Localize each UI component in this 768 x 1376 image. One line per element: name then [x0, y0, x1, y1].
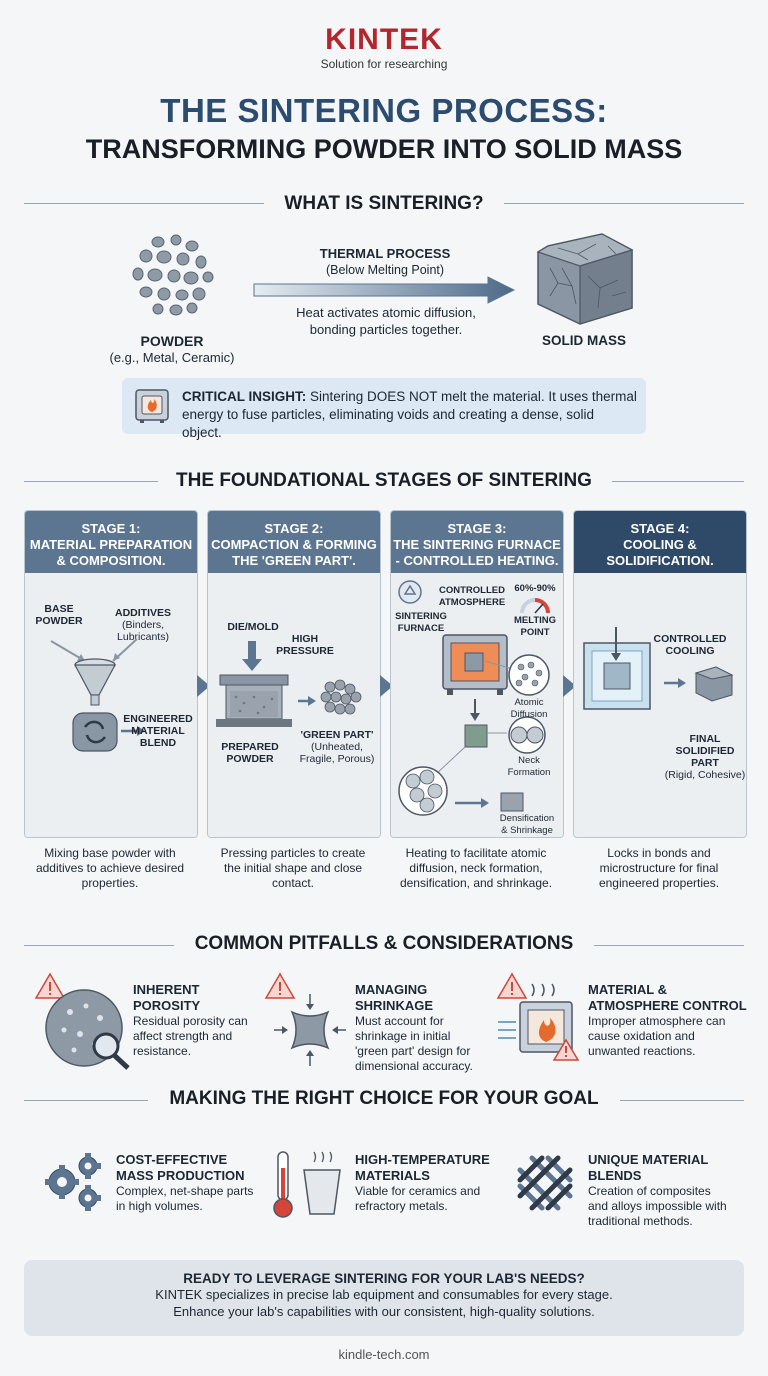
stage-1-title: STAGE 1: MATERIAL PREPARATION & COMPOSITION. [25, 511, 197, 573]
base-powder-label: BASE POWDER [35, 603, 83, 627]
stage-2-description: Pressing particles to create the initial shape and close contact. [220, 846, 366, 890]
sintering-furnace-label: SINTERING FURNACE [395, 611, 447, 634]
powder-label: POWDER [140, 333, 204, 349]
porosity-icon [34, 972, 134, 1072]
stage-2-title: STAGE 2: COMPACTION & FORMING THE 'GREEN PART'. [208, 511, 380, 573]
section-heading-choices: MAKING THE RIGHT CHOICE FOR YOUR GOAL [0, 1088, 768, 1110]
pitfall-atmosphere: MATERIAL & ATMOSPHERE CONTROL Improper atmosphere can cause oxidation and unwanted reactions. [588, 982, 747, 1058]
atomic-diffusion-label: Atomic Diffusion [510, 697, 548, 720]
solid-mass-label: SOLID MASS [541, 333, 626, 348]
powder-sublabel: (e.g., Metal, Ceramic) [109, 350, 235, 365]
brand-name: KINTEK [325, 23, 443, 56]
process-arrow [252, 276, 516, 304]
stage-2-card [207, 510, 381, 838]
engineered-blend-label: ENGINEERED MATERIAL BLEND [123, 713, 193, 749]
process-subtitle: (Below Melting Point) [325, 263, 445, 277]
stage-4-description: Locks in bonds and microstructure for final engineered properties. [598, 846, 720, 890]
final-part-label: FINAL SOLIDIFIED PART (Rigid, Cohesive) [664, 733, 746, 781]
material-blend-icon [512, 1150, 578, 1216]
logo [0, 24, 768, 72]
critical-insight-text: CRITICAL INSIGHT: Sintering DOES NOT melt the material. It uses thermal energy to fuse particles, eliminating voids and creating a dense, solid object. [182, 389, 637, 440]
neck-formation-label: Neck Formation [507, 755, 551, 778]
stage-3-card [390, 510, 564, 838]
page-title-line2: TRANSFORMING POWDER INTO SOLID MASS [85, 134, 683, 164]
pitfall-porosity: INHERENT POROSITY Residual porosity can affect strength and resistance. [133, 982, 248, 1058]
furnace-process-diagram [395, 625, 561, 838]
gauge-icon [519, 597, 551, 615]
gears-icon [40, 1150, 106, 1216]
controlled-atmosphere-label: CONTROLLED ATMOSPHERE [438, 585, 506, 608]
choice-high-temperature: HIGH-TEMPERATURE MATERIALS Viable for ceramics and refractory metals. [355, 1152, 490, 1213]
additives-label: ADDITIVES (Binders, Lubricants) [114, 607, 171, 643]
section-heading-stages: THE FOUNDATIONAL STAGES OF SINTERING [0, 470, 768, 492]
stage-3-title: STAGE 3: THE SINTERING FURNACE - CONTROLLED HEATING. [391, 511, 563, 573]
cta-line-1: KINTEK specializes in precise lab equipment and consumables for every stage. [155, 1287, 613, 1302]
pitfall-shrinkage: MANAGING SHRINKAGE Must account for shrinkage in initial 'green part' design for dimensional accuracy. [355, 982, 473, 1073]
stage-3-description: Heating to facilitate atomic diffusion, neck formation, densification, and shrinkage. [399, 846, 553, 890]
green-part-label: 'GREEN PART' (Unheated, Fragile, Porous) [299, 729, 375, 765]
prepared-powder-label: PREPARED POWDER [221, 741, 279, 765]
stage-4-card [573, 510, 747, 838]
high-pressure-label: HIGH PRESSURE [276, 633, 334, 657]
process-title: THERMAL PROCESS [319, 246, 451, 261]
densification-label: Densification & Shrinkage [499, 813, 555, 836]
section-heading-pitfalls: COMMON PITFALLS & CONSIDERATIONS [0, 933, 768, 955]
critical-insight-box [122, 378, 646, 440]
page-title-line1: THE SINTERING PROCESS: [160, 92, 608, 129]
melting-point-label: MELTING POINT [513, 615, 557, 638]
brand-tagline: Solution for researching [320, 57, 448, 71]
stage-4-title: STAGE 4: COOLING & SOLIDIFICATION. [574, 511, 746, 573]
thermometer-crucible-icon [270, 1148, 342, 1224]
solid-mass-icon [528, 228, 638, 328]
cta-line-2: Enhance your lab's capabilities with our consistent, high-quality solutions. [173, 1304, 595, 1319]
recycle-atmosphere-icon [397, 579, 423, 605]
stage-1-card [24, 510, 198, 838]
shrinkage-icon [264, 972, 348, 1072]
section-heading-what: WHAT IS SINTERING? [0, 193, 768, 215]
choice-unique-blends: UNIQUE MATERIAL BLENDS Creation of composites and alloys impossible with traditional methods. [588, 1152, 727, 1228]
stage-1-description: Mixing base powder with additives to achieve desired properties. [35, 846, 185, 890]
cta-heading: READY TO LEVERAGE SINTERING FOR YOUR LAB'S NEEDS? [183, 1271, 585, 1286]
process-description: Heat activates atomic diffusion, bonding particles together. [296, 305, 476, 337]
atmosphere-control-icon [496, 972, 586, 1072]
furnace-flame-icon [134, 388, 170, 424]
controlled-cooling-label: CONTROLLED COOLING [653, 633, 727, 657]
die-mold-label: DIE/MOLD [227, 621, 279, 633]
choice-mass-production: COST-EFFECTIVE MASS PRODUCTION Complex, net-shape parts in high volumes. [116, 1152, 254, 1213]
footer-url[interactable]: kindle-tech.com [338, 1347, 430, 1362]
melting-percent-label: 60%-90% [514, 583, 556, 594]
call-to-action-box [24, 1260, 744, 1336]
powder-icon [128, 232, 218, 318]
